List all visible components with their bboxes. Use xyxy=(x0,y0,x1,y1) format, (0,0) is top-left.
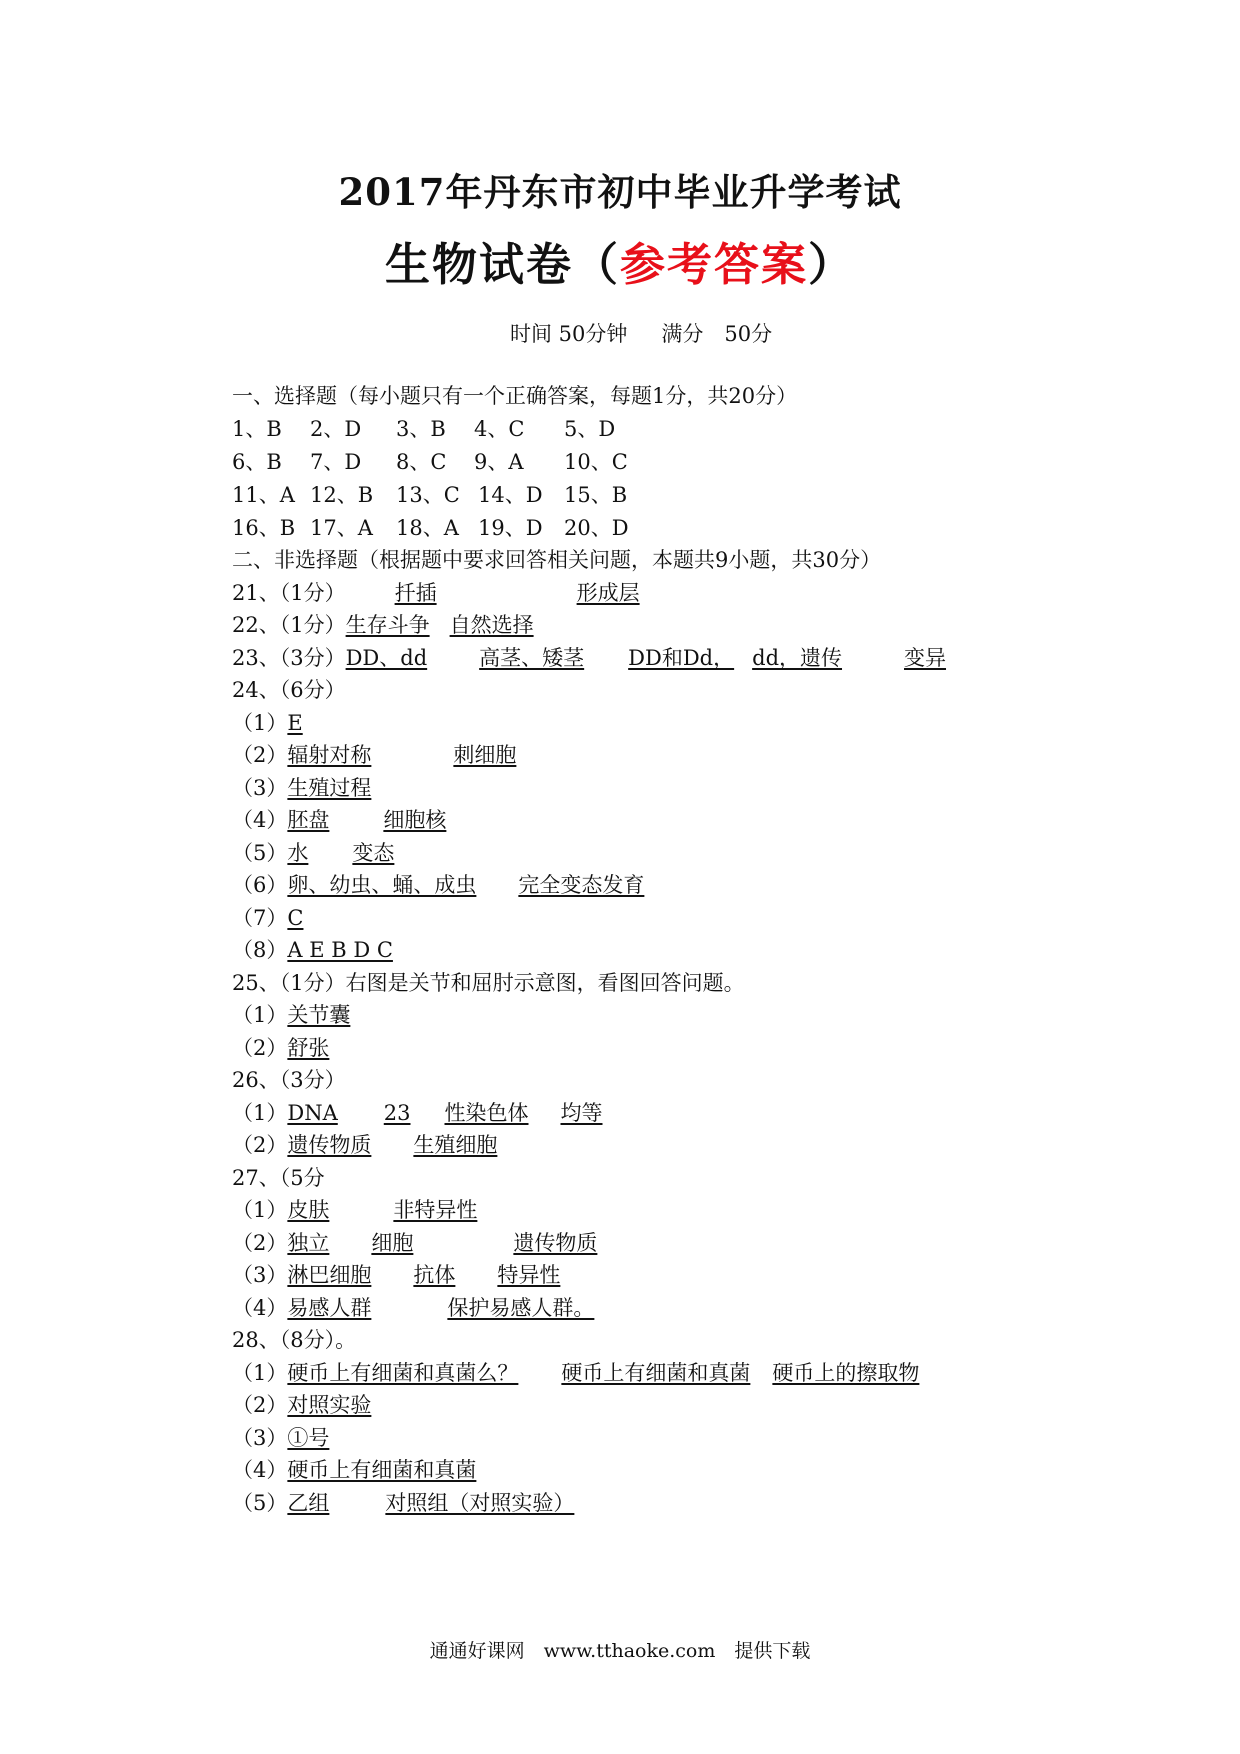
answer: 辐射对称 xyxy=(287,743,372,767)
section2-heading: 二、非选择题（根据题中要求回答相关问题，本题共9小题，共30分） xyxy=(232,548,882,572)
answer: 舒张 xyxy=(287,1036,330,1060)
q24-item xyxy=(232,903,303,933)
q24-item xyxy=(232,870,644,900)
mc-answer: 4、C xyxy=(474,417,525,441)
q28-item xyxy=(232,1358,919,1388)
answer: 对照组（对照实验） xyxy=(385,1491,575,1515)
q26-item xyxy=(232,1130,497,1160)
q24-item xyxy=(232,805,446,835)
q28-item xyxy=(232,1488,574,1518)
answer: 胚盘 xyxy=(287,808,330,832)
answer: 性染色体 xyxy=(444,1101,529,1125)
q25-item xyxy=(232,1000,350,1030)
answer: 遗传物质 xyxy=(287,1133,372,1157)
mc-answer: 14、D xyxy=(478,483,543,507)
mc-answer: 13、C xyxy=(396,483,460,507)
item-number: （2） xyxy=(232,1036,288,1060)
item-number: （3） xyxy=(232,776,288,800)
subtitle-part-2: ） xyxy=(808,238,856,291)
item-number: （6） xyxy=(232,873,288,897)
mc-answer: 7、D xyxy=(310,450,362,474)
answer: 完全变态发育 xyxy=(518,873,645,897)
item-number: （1） xyxy=(232,1361,288,1385)
answer: 生殖过程 xyxy=(287,776,372,800)
mc-answer: 1、B xyxy=(232,417,282,441)
item-number: （1） xyxy=(232,1198,288,1222)
time-label: 时间 50分钟 xyxy=(510,322,628,346)
mc-answer: 19、D xyxy=(478,516,543,540)
answer: C xyxy=(287,906,304,930)
mc-answer: 11、A xyxy=(232,483,295,507)
q22-answer-1: 生存斗争 xyxy=(345,613,430,637)
answer: 遗传物质 xyxy=(513,1231,598,1255)
answer: 抗体 xyxy=(413,1263,456,1287)
q23-answer-4: dd， xyxy=(752,646,801,670)
answer: DNA xyxy=(287,1101,338,1125)
item-number: （2） xyxy=(232,1133,288,1157)
q24-label: 24、（6分） xyxy=(232,678,346,702)
q23-label: 23、（3分） xyxy=(232,646,346,670)
mc-answer: 3、B xyxy=(396,417,446,441)
answer: 水 xyxy=(287,841,309,865)
q24-item xyxy=(232,935,393,965)
q22-answer-2: 自然选择 xyxy=(449,613,534,637)
answer: 关节囊 xyxy=(287,1003,351,1027)
mc-row xyxy=(232,513,629,543)
q28-item xyxy=(232,1455,476,1485)
q27-item xyxy=(232,1195,477,1225)
q27-item xyxy=(232,1260,560,1290)
item-number: （4） xyxy=(232,808,288,832)
subtitle-answer-key: 参考答案 xyxy=(619,238,808,291)
item-number: （2） xyxy=(232,1393,288,1417)
mc-answer: 9、A xyxy=(474,450,524,474)
answer: 淋巴细胞 xyxy=(287,1263,372,1287)
answer: 独立 xyxy=(287,1231,330,1255)
q21-answer-1: 扦插 xyxy=(394,581,437,605)
item-number: （2） xyxy=(232,743,288,767)
item-number: （3） xyxy=(232,1263,288,1287)
q24-item xyxy=(232,773,371,803)
answer: 均等 xyxy=(560,1101,603,1125)
mc-answer: 10、C xyxy=(564,450,628,474)
mc-answer: 16、B xyxy=(232,516,296,540)
q21-row xyxy=(232,578,701,608)
mc-answer: 18、A xyxy=(396,516,459,540)
item-number: （7） xyxy=(232,906,288,930)
q23-answer-2: 高茎、矮茎 xyxy=(479,646,585,670)
item-number: （8） xyxy=(232,938,288,962)
q23-answer-6: 变异 xyxy=(904,646,947,670)
item-number: （5） xyxy=(232,841,288,865)
answer: 非特异性 xyxy=(393,1198,478,1222)
answer: 23 xyxy=(383,1101,411,1125)
mc-answer: 5、D xyxy=(564,417,616,441)
item-number: （1） xyxy=(232,1003,288,1027)
mc-answer: 8、C xyxy=(396,450,447,474)
mc-answer: 17、A xyxy=(310,516,373,540)
answer: 乙组 xyxy=(287,1491,330,1515)
mc-answer: 2、D xyxy=(310,417,362,441)
answer: 特异性 xyxy=(497,1263,561,1287)
answer: 硬币上有细菌和真菌么？ xyxy=(287,1361,519,1385)
q27-item xyxy=(232,1293,594,1323)
mc-answer: 12、B xyxy=(310,483,374,507)
item-number: （2） xyxy=(232,1231,288,1255)
answer: ①号 xyxy=(287,1426,330,1450)
q26-item xyxy=(232,1098,603,1128)
answer: 刺细胞 xyxy=(453,743,517,767)
q23-answer-5: 遗传 xyxy=(800,646,843,670)
page-title: 2017年丹东市初中毕业升学考试 xyxy=(338,170,902,214)
q24-item xyxy=(232,838,394,868)
q28-item xyxy=(232,1423,329,1453)
exam-meta xyxy=(510,318,772,348)
item-number: （4） xyxy=(232,1296,288,1320)
q23-row xyxy=(232,643,946,673)
answer: 皮肤 xyxy=(287,1198,330,1222)
answer: E xyxy=(287,711,303,735)
q26-label: 26、（3分） xyxy=(232,1068,346,1092)
q21-answer-2: 形成层 xyxy=(576,581,640,605)
section1-heading: 一、选择题（每小题只有一个正确答案，每题1分，共20分） xyxy=(232,384,798,408)
item-number: （3） xyxy=(232,1426,288,1450)
q25-label: 25、（1分）右图是关节和屈肘示意图，看图回答问题。 xyxy=(232,971,745,995)
q25-item xyxy=(232,1033,329,1063)
answer: 硬币上有细菌和真菌 xyxy=(287,1458,477,1482)
q23-answer-1: DD、dd xyxy=(345,646,428,670)
answer: 细胞 xyxy=(371,1231,414,1255)
q27-item xyxy=(232,1228,597,1258)
item-number: （1） xyxy=(232,711,288,735)
mc-answer: 20、D xyxy=(564,516,629,540)
answer: 生殖细胞 xyxy=(413,1133,498,1157)
q28-item xyxy=(232,1390,371,1420)
item-number: （1） xyxy=(232,1101,288,1125)
q22-label: 22、（1分） xyxy=(232,613,346,637)
q21-label: 21、（1分） xyxy=(232,581,346,605)
subtitle-part-1: 生物试卷（ xyxy=(384,238,620,291)
score-label: 满分 50分 xyxy=(661,322,773,346)
q23-answer-3: DD和Dd， xyxy=(628,646,735,670)
answer: 卵、幼虫、蛹、成虫 xyxy=(287,873,477,897)
q28-label: 28、（8分）。 xyxy=(232,1328,357,1352)
page-subtitle xyxy=(0,228,1240,293)
q24-item xyxy=(232,740,516,770)
answer: 保护易感人群。 xyxy=(447,1296,595,1320)
q22-row xyxy=(232,610,534,640)
mc-answer: 15、B xyxy=(564,483,628,507)
mc-row xyxy=(232,480,627,510)
answer: 硬币上有细菌和真菌 xyxy=(561,1361,751,1385)
mc-answer: 6、B xyxy=(232,450,282,474)
answer: A E B D C xyxy=(287,938,393,962)
answer: 细胞核 xyxy=(383,808,447,832)
item-number: （4） xyxy=(232,1458,288,1482)
answer: 变态 xyxy=(352,841,395,865)
item-number: （5） xyxy=(232,1491,288,1515)
mc-row xyxy=(232,447,628,477)
footer-source: 通通好课网 www.tthaoke.com 提供下载 xyxy=(429,1640,811,1662)
mc-row xyxy=(232,414,615,444)
answer: 易感人群 xyxy=(287,1296,372,1320)
answer: 对照实验 xyxy=(287,1393,372,1417)
q24-item xyxy=(232,708,303,738)
answer: 硬币上的擦取物 xyxy=(772,1361,920,1385)
q27-label: 27、（5分 xyxy=(232,1166,325,1190)
